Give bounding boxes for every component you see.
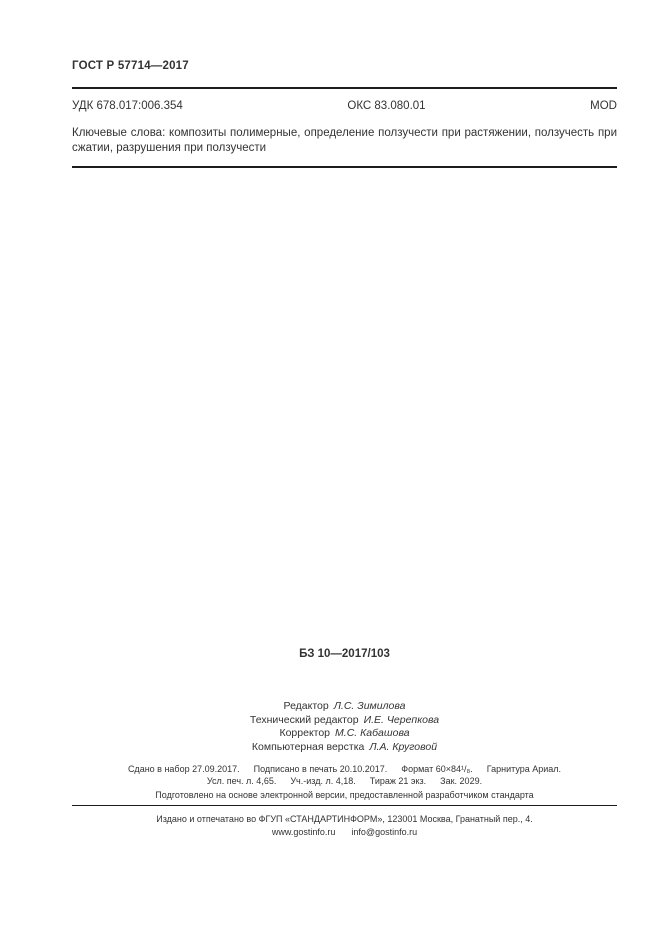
publisher-address: Издано и отпечатано во ФГУП «СТАНДАРТИНФОРМ», 123001 Москва, Гранатный пер., 4. — [156, 814, 533, 824]
mod-code: MOD — [590, 100, 617, 112]
credit-line — [72, 714, 617, 728]
oks-code: ОКС 83.080.01 — [347, 100, 426, 112]
doc-code: ГОСТ Р 57714—2017 — [72, 60, 189, 72]
credit-role: Компьютерная верстка — [251, 740, 365, 753]
publisher-website: www.gostinfo.ru — [271, 826, 336, 837]
meta-row — [72, 100, 617, 112]
imprint-item: Формат 60×84¹/₈. — [401, 764, 473, 774]
imprint-item: Тираж 21 экз. — [369, 776, 427, 786]
imprint-line-2 — [72, 775, 617, 787]
credit-line — [72, 727, 617, 741]
credit-role: Редактор — [283, 700, 329, 712]
publisher-contacts — [72, 826, 617, 839]
credit-line — [72, 700, 617, 714]
credit-name: И.Е. Черепкова — [363, 713, 440, 726]
credit-name: М.С. Кабашова — [335, 727, 410, 739]
keywords-bottom-rule — [72, 166, 617, 168]
credit-line — [72, 741, 617, 755]
credit-name: Л.А. Круговой — [369, 740, 438, 753]
credit-role: Корректор — [279, 727, 331, 739]
imprint-item: Подписано в печать 20.10.2017. — [253, 764, 388, 774]
imprint-item: Гарнитура Ариал. — [486, 764, 562, 774]
publisher-block — [72, 813, 617, 838]
bz-number: БЗ 10—2017/103 — [299, 648, 390, 660]
publisher-email: info@gostinfo.ru — [351, 826, 418, 837]
imprint-item: Усл. печ. л. 4,65. — [206, 776, 277, 786]
imprint-block — [72, 763, 617, 801]
top-rule — [72, 87, 617, 89]
footer-rule — [72, 805, 617, 806]
imprint-item: Зак. 2029. — [440, 776, 483, 786]
imprint-line-3: Подготовлено на основе электронной версии, предоставленной разработчиком стандарта — [155, 790, 534, 800]
credit-name: Л.С. Зимилова — [333, 700, 406, 712]
imprint-line-1 — [72, 763, 617, 775]
imprint-item: Сдано в набор 27.09.2017. — [127, 764, 240, 774]
keywords-paragraph: Ключевые слова: композиты полимерные, определение ползучести при растяжении, ползучесть при сжатии, разрушения при ползучести — [72, 127, 617, 154]
credit-role: Технический редактор — [249, 713, 359, 726]
udk-code: УДК 678.017:006.354 — [72, 100, 183, 112]
imprint-item: Уч.-изд. л. 4,18. — [290, 776, 356, 786]
credits-block — [72, 700, 617, 754]
